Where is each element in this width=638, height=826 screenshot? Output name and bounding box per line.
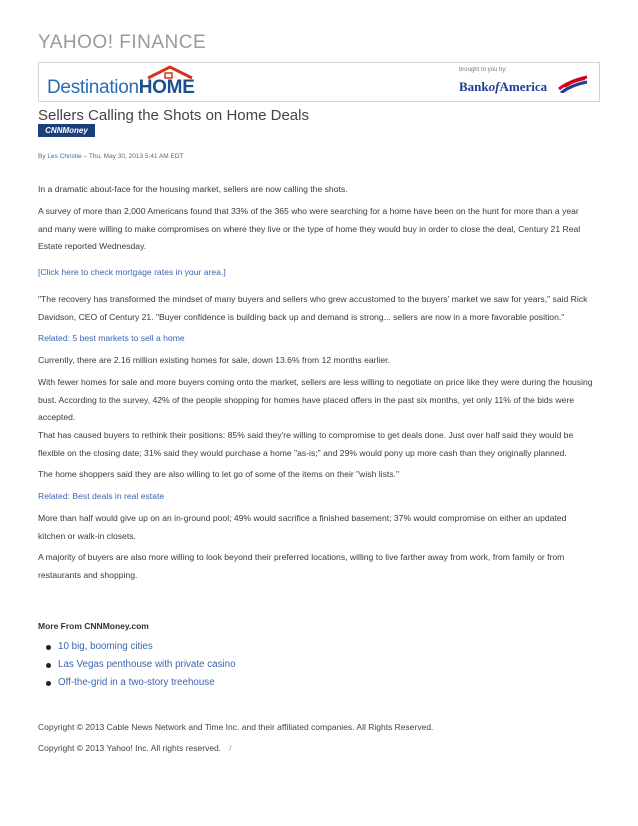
- bank-of-america-logo[interactable]: [459, 73, 589, 97]
- related-link-best-markets[interactable]: Related: 5 best markets to sell a home: [38, 333, 185, 343]
- article-headline: Sellers Calling the Shots on Home Deals: [38, 107, 309, 124]
- more-from-list: [46, 638, 236, 692]
- destination-home-banner[interactable]: [38, 62, 600, 102]
- related-link-line: [38, 330, 594, 348]
- flag-icon: [557, 75, 589, 93]
- destination-home-logo: [47, 66, 227, 98]
- more-from-link[interactable]: Off-the-grid in a two-story treehouse: [46, 674, 236, 692]
- paragraph: "The recovery has transformed the mindset of many buyers and sellers who grew accustomed to the buyers' market we saw for years," said Rick Davidson, CEO of Century 21. "Buyer confidence is building back up and demand is strong... sellers are now in a more favorable position.": [38, 294, 588, 322]
- author-link[interactable]: Les Christie: [47, 153, 82, 160]
- more-from-link[interactable]: Las Vegas penthouse with private casino: [46, 656, 236, 674]
- footer-separator: /: [229, 743, 232, 753]
- paragraph: The home shoppers said they are also willing to let go of some of the items on their "wish lists.": [38, 469, 400, 479]
- related-link-line: [38, 488, 594, 506]
- paragraph: A majority of buyers are also more willing to look beyond their preferred locations, willing to live farther away from work, from family or from restaurants and shopping.: [38, 552, 565, 580]
- mortgage-rates-link[interactable]: [Click here to check mortgage rates in your area.]: [38, 267, 226, 277]
- paragraph: Currently, there are 2.16 million existing homes for sale, down 13.6% from 12 months earlier.: [38, 355, 390, 365]
- paragraph: That has caused buyers to rethink their positions: 85% said they're willing to compromise to get deals done. Just over half said they would be flexible on the closing date; 31% said they would purchase a home "as-is;" and 29% would pony up more cash than they originally planned.: [38, 430, 574, 458]
- cnnmoney-logo: CNNMoney: [38, 124, 95, 137]
- paragraph: More than half would give up on an in-ground pool; 49% would sacrifice a finished basement; 37% would compromise on either an updated kitchen or walk-in closets.: [38, 513, 567, 541]
- bank-of-america-wordmark: BankofAmerica: [459, 79, 548, 94]
- site-name: YAHOO! FINANCE: [38, 32, 207, 53]
- sponsor-label: brought to you by:: [458, 67, 507, 73]
- copyright-cnn: Copyright © 2013 Cable News Network and Time Inc. and their affiliated companies. All Rights Reserved.: [38, 722, 434, 732]
- paragraph: In a dramatic about-face for the housing market, sellers are now calling the shots.: [38, 184, 348, 194]
- more-from-title: More From CNNMoney.com: [38, 621, 149, 631]
- destination-home-text: DestinationHOME: [47, 77, 195, 98]
- more-from-link[interactable]: 10 big, booming cities: [46, 638, 236, 656]
- copyright-yahoo-line: Copyright © 2013 Yahoo! Inc. All rights reserved. /: [38, 743, 232, 753]
- paragraph: With fewer homes for sale and more buyers coming onto the market, sellers are less willing to negotiate on price like they were during the housing bust. According to the survey, 42% of the people shopping for homes have placed offers in the past six months, yet only 11% of the bids were accepted.: [38, 377, 593, 422]
- paragraph: A survey of more than 2,000 Americans found that 33% of the 365 who were searching for a home have been on the hunt for more than a year and many were willing to make compromises on where they live or the type of home they would buy in order to close the deal, Century 21 Real Estate reported Wednesday.: [38, 206, 581, 251]
- related-link-best-deals[interactable]: Related: Best deals in real estate: [38, 491, 165, 501]
- mortgage-rates-link-line: [38, 264, 594, 282]
- byline: By Les Christie – Thu, May 30, 2013 5:41 AM EDT: [38, 153, 184, 160]
